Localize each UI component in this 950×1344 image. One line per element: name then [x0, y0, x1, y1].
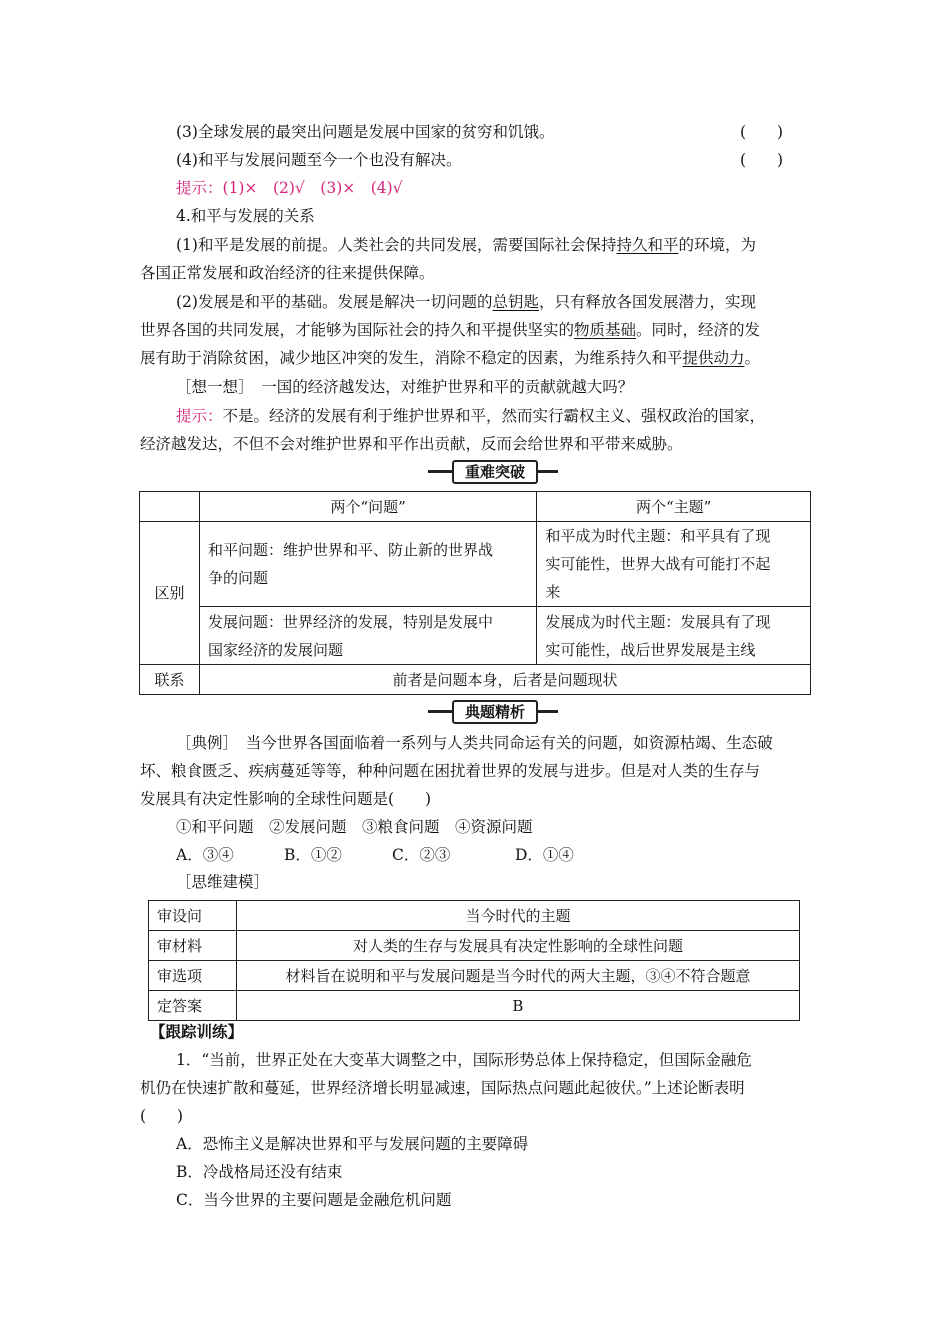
paragraph-1-line-2: 各国正常发展和政治经济的往来提供保障。: [140, 264, 435, 282]
cell-line: 来: [545, 583, 561, 601]
section-title: 4.和平与发展的关系: [176, 207, 315, 225]
model-text: B: [236, 991, 799, 1021]
training-option-a: A．恐怖主义是解决世界和平与发展问题的主要障碍: [176, 1135, 529, 1153]
paragraph-2-line-2: [140, 320, 760, 340]
training-option-c: C．当今世界的主要问题是金融危机问题: [176, 1191, 452, 1209]
text-run: (1)和平是发展的前提。人类社会的共同发展，需要国际社会保持: [176, 236, 617, 254]
cell-development-problem: [199, 607, 536, 665]
text-run: 不是。经济的发展有利于维护世界和平，然而实行霸权主义、强权政治的国家，: [222, 407, 766, 425]
text-run: ，只有释放各国发展潜力，实现: [538, 293, 756, 311]
comparison-table: [139, 491, 811, 695]
banner-rule-left: [428, 710, 454, 713]
example-line-3: 发展具有决定性影响的全球性问题是( ): [140, 790, 432, 808]
judge-question-4: (4)和平与发展问题至今一个也没有解决。: [176, 151, 462, 169]
banner-title: 典题精析: [452, 700, 538, 724]
cell-line: 实可能性，战后世界发展是主线: [545, 640, 756, 659]
training-q1-line-2: 机仍在快速扩散和蔓延，世界经济增长明显减速，国际热点问题此起彼伏。”上述论断表明: [140, 1079, 745, 1097]
cell-development-theme: [537, 607, 811, 665]
hint-answers: (1)× (2)√ (3)× (4)√: [222, 179, 403, 197]
text-run: 展有助于消除贫困，减少地区冲突的发生，消除不稳定的因素，为维系持久和平: [140, 349, 683, 367]
section-banner-key-points: [428, 460, 558, 482]
paragraph-1-line-1: [176, 235, 756, 255]
model-title: ［思维建模］: [176, 873, 270, 891]
option-d: D．①④: [515, 846, 574, 864]
judge-question-3: (3)全球发展的最突出问题是发展中国家的贫穷和饥饿。: [176, 123, 555, 141]
model-text: 对人类的生存与发展具有决定性影响的全球性问题: [236, 931, 799, 961]
option-a: A．③④: [176, 846, 234, 864]
cell-line: 发展成为时代主题：发展具有了现: [545, 612, 771, 631]
cell-line: 国家经济的发展问题: [207, 640, 343, 659]
text-run: 。同时，经济的发: [636, 321, 761, 339]
cell-line: 发展问题：世界经济的发展，特别是发展中: [207, 612, 493, 631]
cell-peace-theme: [537, 522, 811, 607]
answer-blank-4: ( ): [740, 151, 784, 169]
key-term: 提供动力: [682, 349, 745, 367]
row-label-difference: 区别: [140, 522, 200, 665]
hint-label: 提示：: [176, 407, 223, 425]
think-hint-line-2: 经济越发达，不但不会对维护世界和平作出贡献，反而会给世界和平带来威胁。: [140, 435, 683, 453]
model-text: 材料旨在说明和平与发展问题是当今时代的两大主题，③④不符合题意: [236, 961, 799, 991]
header-problems: 两个“问题”: [199, 492, 536, 522]
option-c: C．②③: [392, 846, 451, 864]
banner-rule-left: [428, 470, 454, 473]
think-hint-line-1: [176, 406, 765, 426]
text-run: 世界各国的共同发展，才能够为国际社会的持久和平提供坚实的: [140, 321, 575, 339]
training-option-b: B．冷战格局还没有结束: [176, 1163, 343, 1181]
judge-hint: [176, 178, 403, 198]
text-run: (2)发展是和平的基础。发展是解决一切问题的: [176, 293, 493, 311]
text-run: 。: [744, 349, 761, 367]
model-label: 审设问: [149, 901, 237, 931]
training-q1-blank: ( ): [140, 1107, 184, 1125]
key-term: 物质基础: [574, 321, 637, 339]
example-line-1: ［典例］ 当今世界各国面临着一系列与人类共同命运有关的问题，如资源枯竭、生态破: [176, 734, 773, 752]
option-b: B．①②: [284, 846, 342, 864]
cell-line: 实可能性，世界大战有可能打不起: [545, 555, 771, 573]
model-text: 当今时代的主题: [236, 901, 799, 931]
hint-label: 提示：: [176, 179, 223, 197]
section-banner-examples: [428, 700, 558, 722]
model-label: 审选项: [149, 961, 237, 991]
example-items: ①和平问题 ②发展问题 ③粮食问题 ④资源问题: [176, 818, 533, 836]
table-corner-cell: [140, 492, 200, 522]
cell-line: 和平问题：维护世界和平、防止新的世界战: [207, 541, 493, 559]
key-term: 持久和平: [616, 236, 679, 254]
thinking-model-table: [148, 900, 800, 1021]
key-term: 总钥匙: [492, 293, 539, 311]
training-title: 【跟踪训练】: [150, 1022, 244, 1041]
row-label-connection: 联系: [140, 665, 200, 695]
training-q1-line-1: 1．“当前，世界正处在大变革大调整之中，国际形势总体上保持稳定，但国际金融危: [176, 1051, 752, 1069]
cell-connection: 前者是问题本身，后者是问题现状: [199, 665, 810, 695]
think-question: ［想一想］ 一国的经济越发达，对维护世界和平的贡献就越大吗？: [176, 378, 634, 396]
cell-line: 争的问题: [207, 569, 268, 587]
paragraph-2-line-1: [176, 292, 756, 312]
example-line-2: 坏、粮食匮乏、疾病蔓延等等，种种问题在困扰着世界的发展与进步。但是对人类的生存与: [140, 762, 761, 780]
model-label: 定答案: [149, 991, 237, 1021]
header-themes: 两个“主题”: [537, 492, 811, 522]
cell-line: 和平成为时代主题：和平具有了现: [545, 527, 771, 545]
banner-title: 重难突破: [452, 460, 538, 484]
cell-peace-problem: [199, 522, 536, 607]
text-run: 的环境，为: [678, 236, 756, 254]
model-label: 审材料: [149, 931, 237, 961]
paragraph-2-line-3: [140, 348, 760, 368]
answer-blank-3: ( ): [740, 123, 784, 141]
